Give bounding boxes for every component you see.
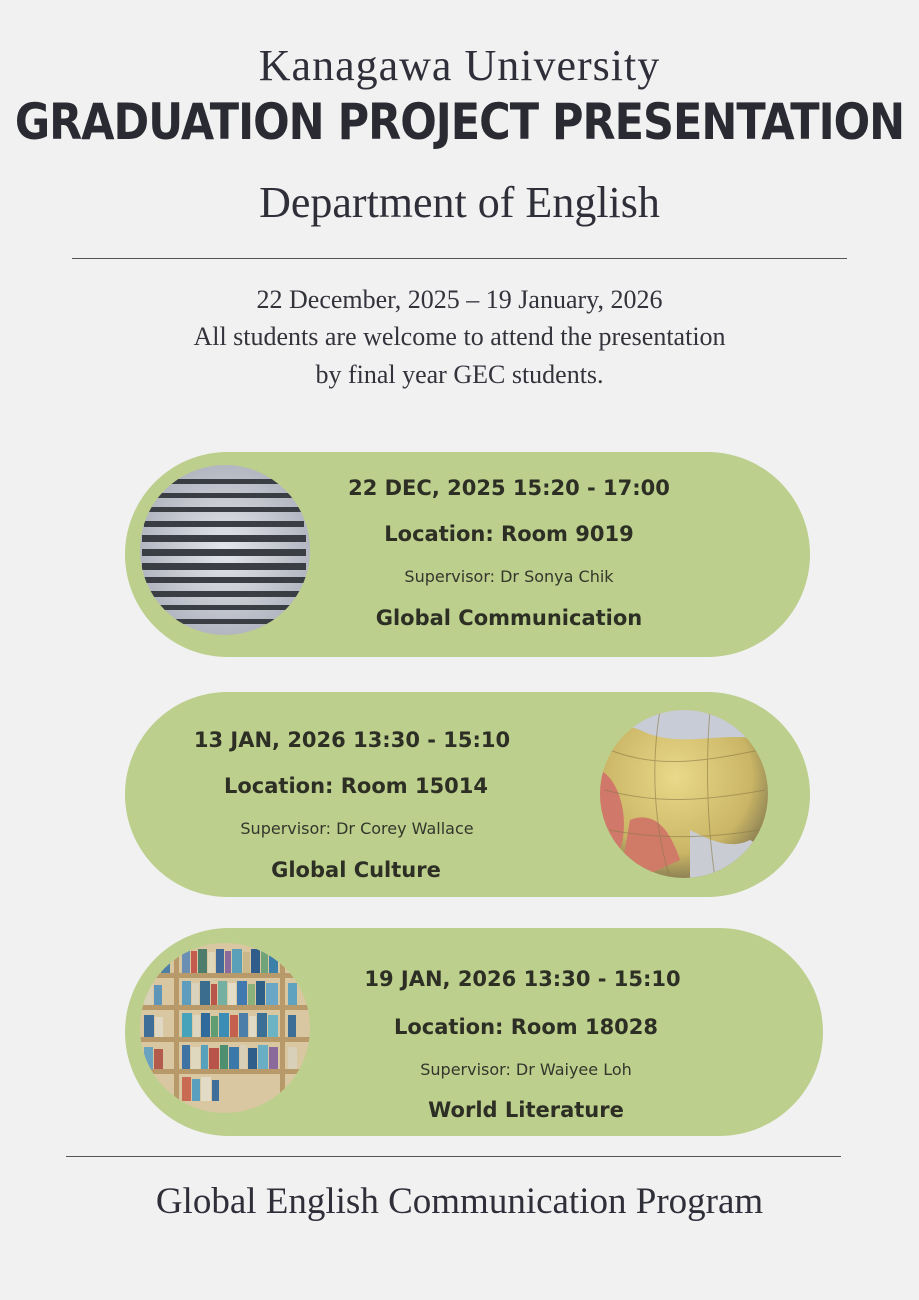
- session-3-location: Location: Room 18028: [393, 1015, 659, 1039]
- dictionary-page-photo: [140, 465, 310, 635]
- department-name: Department of English: [259, 178, 660, 227]
- session-1-location: Location: Room 9019: [384, 522, 634, 546]
- session-1-supervisor: Supervisor: Dr Sonya Chik: [404, 567, 614, 586]
- globe-photo: [600, 710, 768, 878]
- session-1-topic: Global Communication: [375, 606, 643, 630]
- date-range: 22 December, 2025 – 19 January, 2026: [256, 285, 663, 314]
- session-2-date: 13 JAN, 2026 13:30 - 15:10: [193, 728, 511, 752]
- page-title: GRADUATION PROJECT PRESENTATION: [14, 94, 905, 152]
- university-name: Kanagawa University: [258, 41, 661, 90]
- program-name: Global English Communication Program: [155, 1181, 764, 1222]
- session-1-date: 22 DEC, 2025 15:20 - 17:00: [348, 476, 670, 500]
- session-3-topic: World Literature: [428, 1098, 624, 1122]
- bottom-divider: [66, 1156, 841, 1157]
- session-2-topic: Global Culture: [271, 858, 441, 882]
- session-3-supervisor: Supervisor: Dr Waiyee Loh: [420, 1060, 632, 1079]
- intro-line-1: All students are welcome to attend the presentation: [193, 322, 726, 351]
- top-divider: [72, 258, 847, 259]
- intro-line-2: by final year GEC students.: [315, 360, 604, 389]
- bookshelf-photo: [140, 943, 310, 1113]
- session-2-location: Location: Room 15014: [223, 774, 489, 798]
- session-2-supervisor: Supervisor: Dr Corey Wallace: [240, 819, 474, 838]
- session-3-date: 19 JAN, 2026 13:30 - 15:10: [364, 967, 681, 991]
